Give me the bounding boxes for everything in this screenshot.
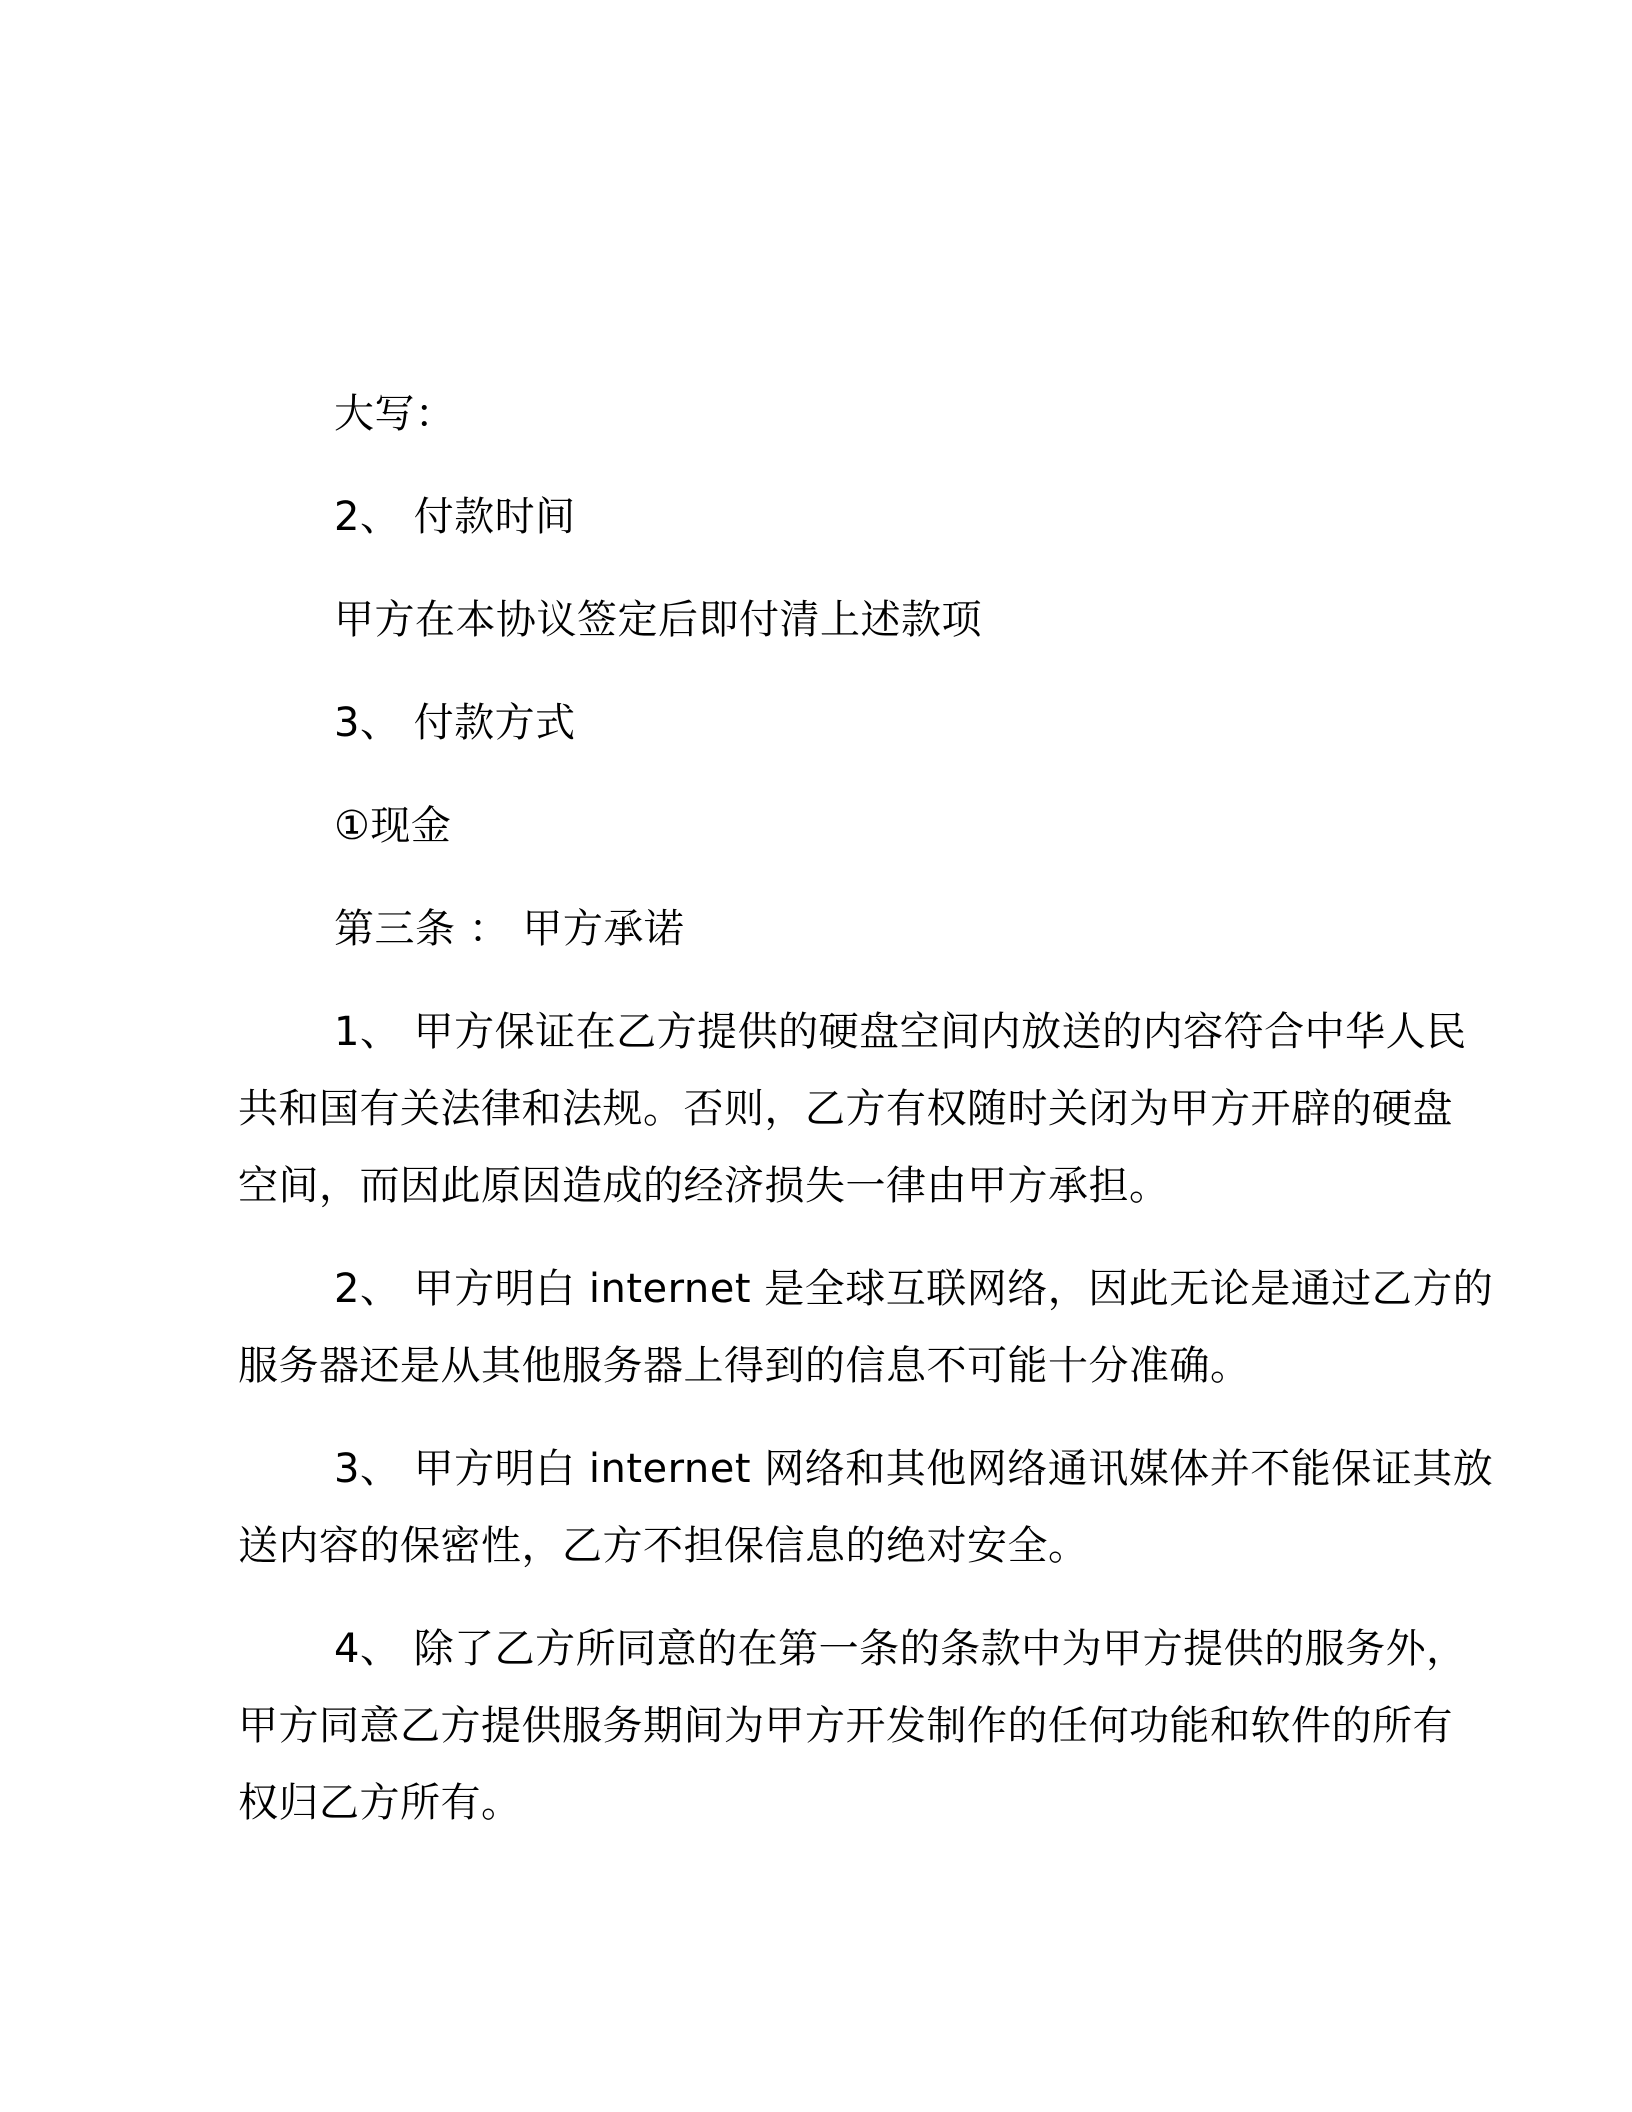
clause-2-line-2: 服务器还是从其他服务器上得到的信息不可能十分准确。 — [238, 1343, 1251, 1389]
amount-uppercase-label: 大写： — [334, 391, 456, 437]
payment-time-heading: 2、 付款时间 — [334, 494, 576, 540]
clause-1-line-1: 1、 甲方保证在乙方提供的硬盘空间内放送的内容符合中华人民 — [334, 1009, 1467, 1055]
clause-1-line-2: 共和国有关法律和法规。否则，乙方有权随时关闭为甲方开辟的硬盘 — [238, 1086, 1453, 1132]
article-three-heading: 第三条 ： 甲方承诺 — [334, 906, 685, 952]
payment-method-heading: 3、 付款方式 — [334, 700, 576, 746]
clause-1-line-3: 空间，而因此原因造成的经济损失一律由甲方承担。 — [238, 1163, 1170, 1209]
clause-3-line-1: 3、 甲方明白 internet 网络和其他网络通讯媒体并不能保证其放 — [334, 1446, 1494, 1492]
clause-4-line-3: 权归乙方所有。 — [238, 1780, 522, 1826]
clause-3-line-2: 送内容的保密性，乙方不担保信息的绝对安全。 — [238, 1523, 1089, 1569]
clause-2-line-1: 2、 甲方明白 internet 是全球互联网络，因此无论是通过乙方的 — [334, 1266, 1494, 1312]
clause-4-line-1: 4、 除了乙方所同意的在第一条的条款中为甲方提供的服务外， — [334, 1626, 1467, 1672]
payment-method-cash: ①现金 — [334, 803, 452, 849]
clause-4-line-2: 甲方同意乙方提供服务期间为甲方开发制作的任何功能和软件的所有 — [238, 1703, 1453, 1749]
payment-time-text: 甲方在本协议签定后即付清上述款项 — [334, 597, 982, 643]
